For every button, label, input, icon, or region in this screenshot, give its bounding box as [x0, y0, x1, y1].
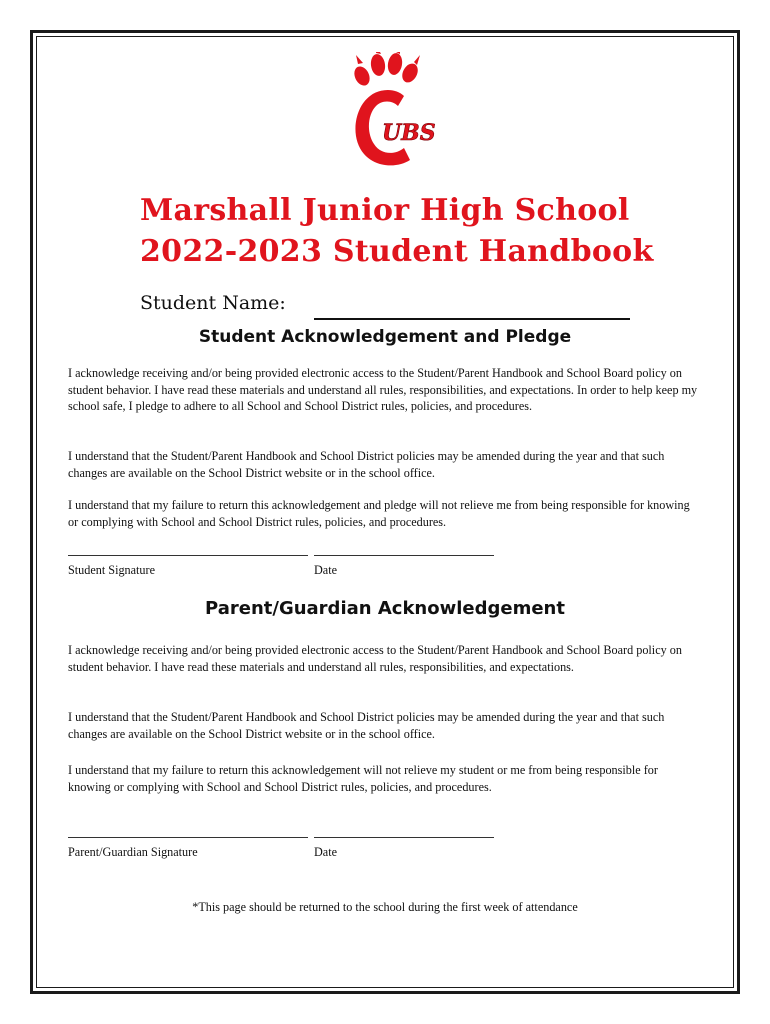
parent-paragraph-2: I understand that the Student/Parent Handbook and School District policies may be amended during the year and that such changes are available on the School District website or in the school office.: [68, 710, 665, 741]
paw-logo-icon: [334, 52, 440, 172]
student-date-label: Date: [314, 563, 338, 577]
student-signature-label: Student Signature: [68, 563, 155, 577]
parent-signature-line[interactable]: [68, 837, 308, 838]
student-signature-line[interactable]: [68, 555, 308, 556]
parent-date-label: Date: [314, 845, 338, 859]
return-notice: *This page should be returned to the school during the first week of attendance: [192, 900, 578, 914]
student-section-heading: Student Acknowledgement and Pledge: [198, 327, 572, 347]
parent-signature-label: Parent/Guardian Signature: [68, 845, 198, 859]
page-title: [140, 190, 700, 272]
student-name-field[interactable]: [314, 318, 630, 320]
parent-paragraph-3: I understand that my failure to return this acknowledgement will not relieve my student or me from being responsible for knowing or complying with School and School District rules, policies, and procedures.: [68, 763, 658, 794]
student-name-label: Student Name:: [140, 292, 286, 314]
title-line-1: Marshall Junior High School: [140, 193, 630, 228]
student-date-line[interactable]: [314, 555, 494, 556]
parent-date-line[interactable]: [314, 837, 494, 838]
parent-section-heading: Parent/Guardian Acknowledgement: [205, 598, 565, 619]
title-line-2: 2022-2023 Student Handbook: [140, 234, 654, 269]
student-paragraph-1: I acknowledge receiving and/or being provided electronic access to the Student/Parent Handbook and School Board policy on student behavior. I have read these materials and understand all rules, responsibilities, and expectations. In order to help keep my school safe, I pledge to adhere to all School and School District rules, policies, and procedures.: [68, 366, 698, 414]
parent-paragraph-1: I acknowledge receiving and/or being provided electronic access to the Student/Parent Handbook and School Board policy on student behavior. I have read these materials and understand all rules, responsibilities, and expectations.: [68, 643, 682, 674]
student-paragraph-2: I understand that the Student/Parent Handbook and School District policies may be amended during the year and that such changes are available on the School District website or in the school office.: [68, 449, 665, 480]
student-paragraph-3: I understand that my failure to return this acknowledgement and pledge will not relieve me from being responsible for knowing or complying with School and School District rules, policies, and procedures.: [68, 498, 690, 529]
logo-text: UBS: [382, 120, 436, 146]
